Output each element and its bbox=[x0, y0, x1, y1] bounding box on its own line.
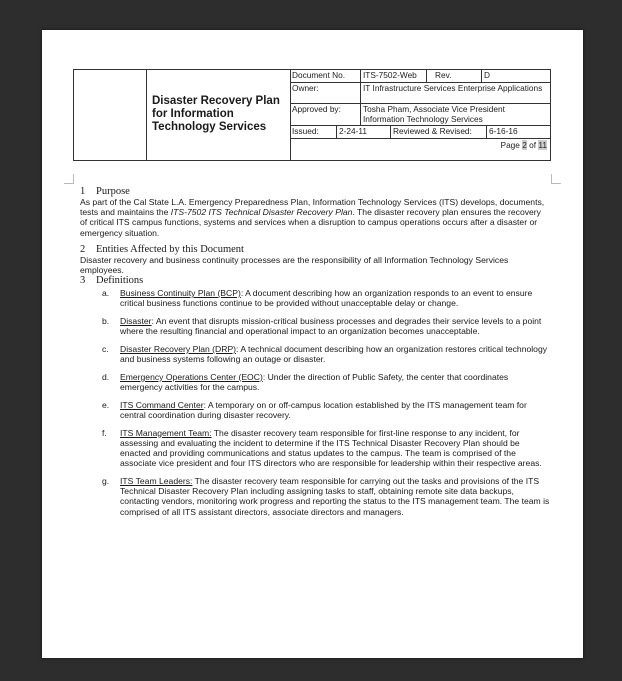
list-item: g. ITS Team Leaders: The disaster recovery team responsible for carrying out the tasks and provisions of the ITS Technical Disaster Recovery Plan including assigning tasks to staff, obtaining remote site data backups, contacting vendors, monitoring work progress and reporting the status to the ITS management team. The team is comprised of all ITS assistant directors, associate directors and managers. bbox=[102, 476, 550, 517]
header-table bbox=[73, 69, 551, 161]
list-item: c. Disaster Recovery Plan (DRP): A technical document describing how an organization restores critical technology and business systems following an outage or disaster. bbox=[102, 344, 548, 365]
margin-mark-left bbox=[64, 174, 74, 184]
definitions-list bbox=[80, 288, 550, 517]
reviewed-label: Reviewed & Revised: bbox=[390, 126, 486, 138]
document-title: Disaster Recovery Plan for Information Technology Services bbox=[152, 95, 280, 133]
margin-mark-right bbox=[551, 174, 561, 184]
section-heading: 2 Entities Affected by this Document bbox=[80, 243, 244, 255]
logo-cell bbox=[74, 70, 147, 160]
row-approved bbox=[290, 104, 550, 126]
approved-label: Approved by: bbox=[292, 104, 341, 114]
owner-value: IT Infrastructure Services Enterprise Applications bbox=[360, 83, 550, 103]
purpose-paragraph: As part of the Cal State L.A. Emergency Preparedness Plan, Information Technology Services (ITS) develops, documents, tests and maintains the ITS-7502 ITS Technical Disaster Recovery Plan. The disaster recovery plan ensures the recovery of critical ITS campus functions, systems and services when a disruption to campus operations occurs after a disaster or emergency situation. bbox=[80, 197, 545, 238]
rev-value: D bbox=[481, 70, 550, 82]
owner-label: Owner: bbox=[292, 83, 319, 93]
section-heading: 3 Definitions bbox=[80, 275, 144, 287]
document-metadata bbox=[290, 70, 550, 160]
doc-no-value: ITS-7502-Web bbox=[360, 70, 426, 82]
reviewed-value: 6-16-16 bbox=[486, 126, 550, 138]
list-item: f. ITS Management Team: The disaster recovery team responsible for first-line response to any incident, for assessing and evaluating the incident to determine if the ITS Technical Disaster Recovery Plan should be enacted and providing communications and status updates to the campus. The team is comprised of the associate vice president and four ITS directors who are responsible for leadership within their respective areas. bbox=[102, 427, 542, 469]
document-body bbox=[80, 186, 550, 524]
row-owner bbox=[290, 83, 550, 104]
row-doc-no bbox=[290, 70, 550, 83]
rev-label: Rev. bbox=[426, 70, 481, 82]
row-page bbox=[290, 139, 550, 160]
issued-value: 2-24-11 bbox=[336, 126, 390, 138]
issued-label: Issued: bbox=[292, 126, 319, 136]
doc-no-label: Document No. bbox=[292, 70, 346, 80]
page-total: 11 bbox=[538, 140, 547, 150]
list-item: d. Emergency Operations Center (EOC): Under the direction of Public Safety, the center that coordinates emergency activities for the campus. bbox=[102, 371, 509, 393]
list-item: e. ITS Command Center: A temporary on or off-campus location established by the ITS management team for central coordination during disaster recovery. bbox=[102, 399, 527, 421]
title-cell bbox=[146, 70, 291, 160]
page-current: 2 bbox=[522, 140, 527, 150]
list-item: b. Disaster: An event that disrupts mission-critical business processes and degrades their service levels to a point where the resulting financial and operational impact to an organization becomes unacceptable. bbox=[102, 316, 542, 337]
entities-paragraph: Disaster recovery and business continuity processes are the responsibility of all Information Technology Services employees. bbox=[80, 254, 509, 276]
approved-value: Tosha Pham, Associate Vice President Information Technology Services bbox=[360, 104, 550, 125]
document-page bbox=[42, 30, 583, 658]
row-issued bbox=[290, 126, 550, 139]
page-number: Page 2 of 11 bbox=[500, 140, 547, 150]
section-heading: 1 Purpose bbox=[80, 186, 130, 197]
list-item: a. Business Continuity Plan (BCP): A document describing how an organization responds to an event to ensure critical business functions continue to be provided without unacceptable delay or change. bbox=[102, 288, 533, 309]
